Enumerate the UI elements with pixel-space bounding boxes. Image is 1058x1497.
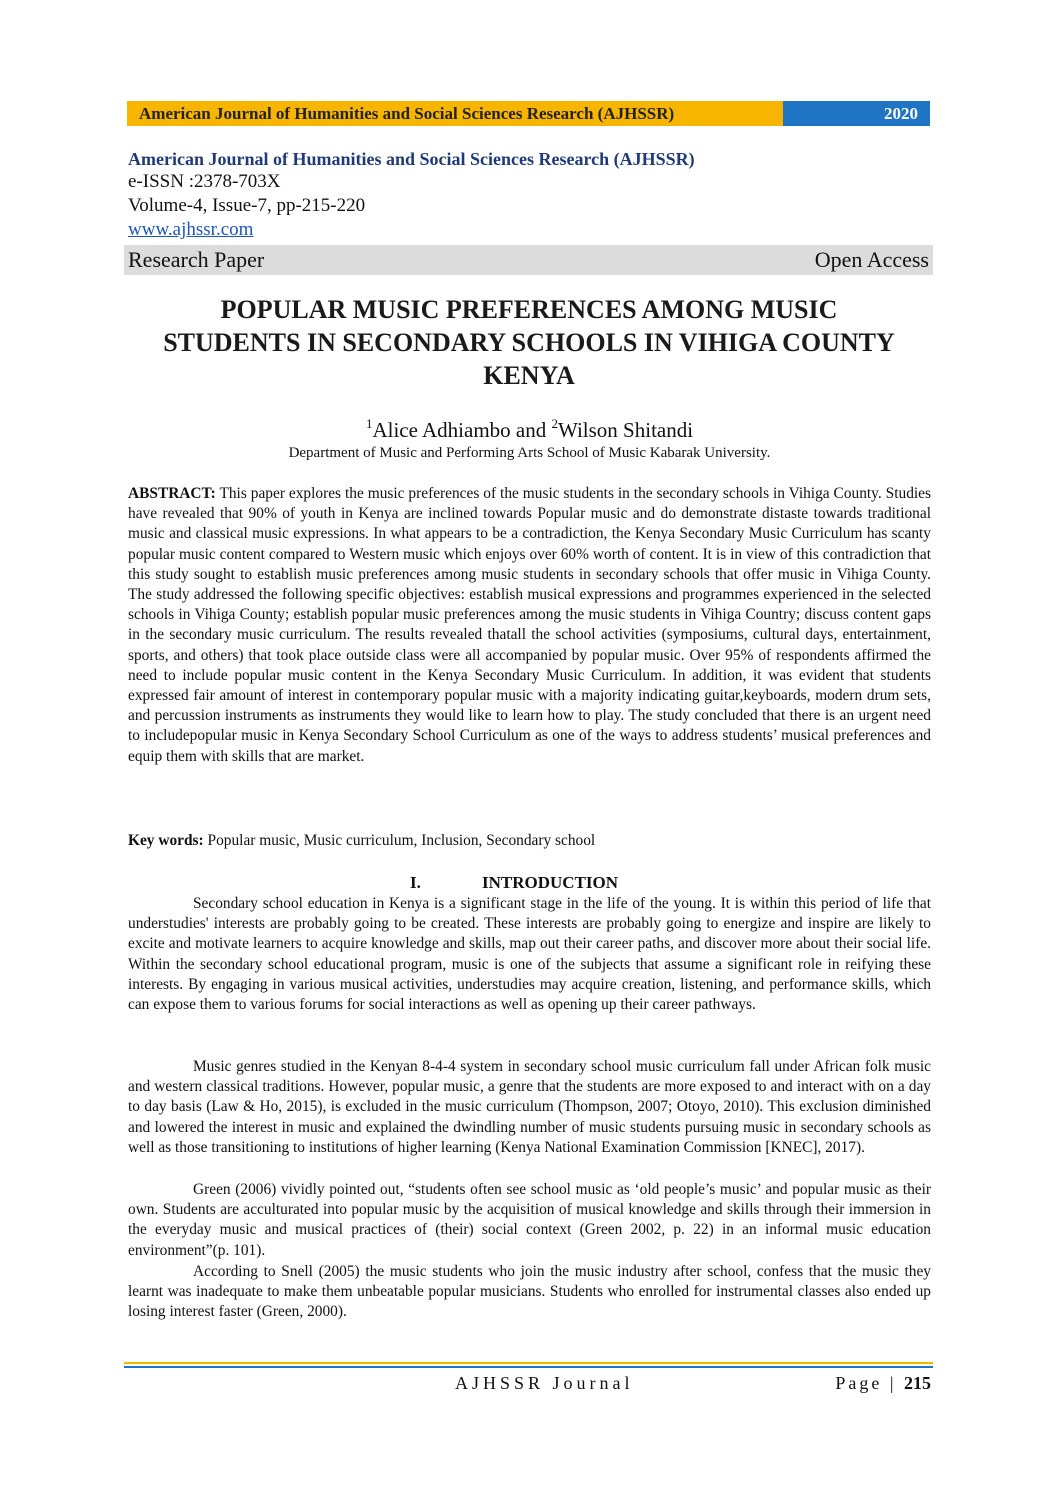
body-paragraph: According to Snell (2005) the music students who join the music industry after school, confess that the music they learnt was inadequate to make them unbeatable popular musicians. Students who enrolled for instrumental classes also ended up losing interest faster (Green, 2000). bbox=[128, 1263, 931, 1321]
footer-page-label: Page | bbox=[835, 1373, 904, 1393]
journal-info bbox=[128, 148, 931, 242]
abstract bbox=[128, 484, 931, 767]
author-1-affiliation-mark: 1 bbox=[365, 416, 373, 431]
banner-journal-name: American Journal of Humanities and Social Sciences Research (AJHSSR) bbox=[127, 101, 783, 126]
journal-name: American Journal of Humanities and Social Sciences Research (AJHSSR) bbox=[128, 149, 695, 169]
footer-page-number: 215 bbox=[904, 1373, 931, 1393]
body-paragraph: Green (2006) vividly pointed out, “students often see school music as ‘old people’s music’ and popular music as their own. Students are acculturated into popular music by the acquisition of musical knowledge and skills through their immersion in the everyday music and musical practices of (their) social context (Green 2002, p. 22) in an informal music education environment”(p. 101). bbox=[128, 1181, 931, 1259]
authors bbox=[128, 410, 931, 444]
keywords-text: Popular music, Music curriculum, Inclusion, Secondary school bbox=[203, 832, 596, 849]
body-paragraph: Music genres studied in the Kenyan 8-4-4 system in secondary school music curriculum fall under African folk music and western classical traditions. However, popular music, a genre that the students are more exposed to and interact with on a day to day basis (Law & Ho, 2015), is excluded in the music curriculum (Thompson, 2007; Otoyo, 2010). This exclusion diminished and lowered the interest in music and explained the dwindling number of music students pursuing music in secondary schools as well as those transitioning to institutions of higher learning (Kenya National Examination Commission [KNEC], 2017). bbox=[128, 1058, 931, 1156]
keywords-label: Key words: bbox=[128, 832, 204, 849]
journal-banner bbox=[127, 101, 930, 126]
footer-rule-blue bbox=[124, 1366, 933, 1368]
author-2-name: Wilson Shitandi bbox=[557, 418, 694, 442]
paper-type-bar bbox=[124, 245, 933, 275]
body-paragraph: Secondary school education in Kenya is a significant stage in the life of the young. It is within this period of life that understudies' interests are probably going to be created. These interests are probably going to energize and inspire are likely to excite and motivate learners to acquire knowledge and skills, map out their career paths, and discover more about their social life. Within the secondary school educational program, music is one of the subjects that assume a significant role in reifying these interests. By engaging in various musical activities, understudies may acquire creation, listening, and performance skills, which can expose them to various forums for social interactions as well as opening up their career pathways. bbox=[128, 895, 931, 1014]
keywords bbox=[128, 831, 931, 851]
paper-title: POPULAR MUSIC PREFERENCES AMONG MUSIC STUDENTS IN SECONDARY SCHOOLS IN VIHIGA COUNTY KENYA bbox=[163, 295, 895, 390]
author-1-name: Alice Adhiambo and bbox=[372, 418, 552, 442]
author-2-affiliation-mark: 2 bbox=[551, 416, 558, 431]
banner-year: 2020 bbox=[783, 101, 930, 126]
journal-website-link[interactable]: www.ajhssr.com bbox=[128, 219, 254, 240]
section-number: I. bbox=[410, 873, 421, 892]
issn: e-ISSN :2378-703X bbox=[128, 171, 281, 192]
footer-journal: AJHSSR Journal bbox=[455, 1373, 634, 1393]
footer-rule-yellow bbox=[124, 1362, 933, 1364]
abstract-text: This paper explores the music preferences of the music students in the secondary schools in Vihiga County. Studies have revealed that 90% of youth in Kenya are inclined towards Popular music and do demonstrate distaste towards traditional music and classical music expressions. In what appears to be a contradiction, the Kenya Secondary Music Curriculum has scanty popular music content compared to Western music which enjoys over 60% worth of content. It is in view of this contradiction that this study sought to establish music preferences among music students in secondary schools that offer music in Vihiga County. The study addressed the following specific objectives: establish musical expressions and programmes experienced in the selected schools in Vihiga County; establish popular music preferences among the music students in Vihiga Country; discuss content gaps in the secondary music curriculum. The results revealed thatall the school activities (symposiums, cultural days, entertainment, sports, and others) that took place outside class were all accompanied by popular music. Over 95% of respondents affirmed the need to include popular music content in the Kenya Secondary Music Curriculum. In addition, it was evident that students expressed fair amount of interest in contemporary popular music with a majority indicating guitar,keyboards, modern drum sets, and percussion instruments as instruments they would like to learn how to play. The study concluded that there is an urgent need to includepopular music in Kenya Secondary School Curriculum as one of the ways to address students’ musical preferences and equip them with skills that are market. bbox=[128, 485, 931, 765]
section-name: INTRODUCTION bbox=[482, 873, 619, 892]
page-footer bbox=[128, 1373, 931, 1397]
abstract-label: ABSTRACT: bbox=[128, 485, 216, 502]
paper-type-label: Research Paper bbox=[128, 247, 265, 272]
footer-page bbox=[835, 1373, 931, 1394]
affiliation: Department of Music and Performing Arts School of Music Kabarak University. bbox=[288, 445, 771, 461]
volume-info: Volume-4, Issue-7, pp-215-220 bbox=[128, 195, 366, 216]
access-type-label: Open Access bbox=[814, 247, 929, 272]
